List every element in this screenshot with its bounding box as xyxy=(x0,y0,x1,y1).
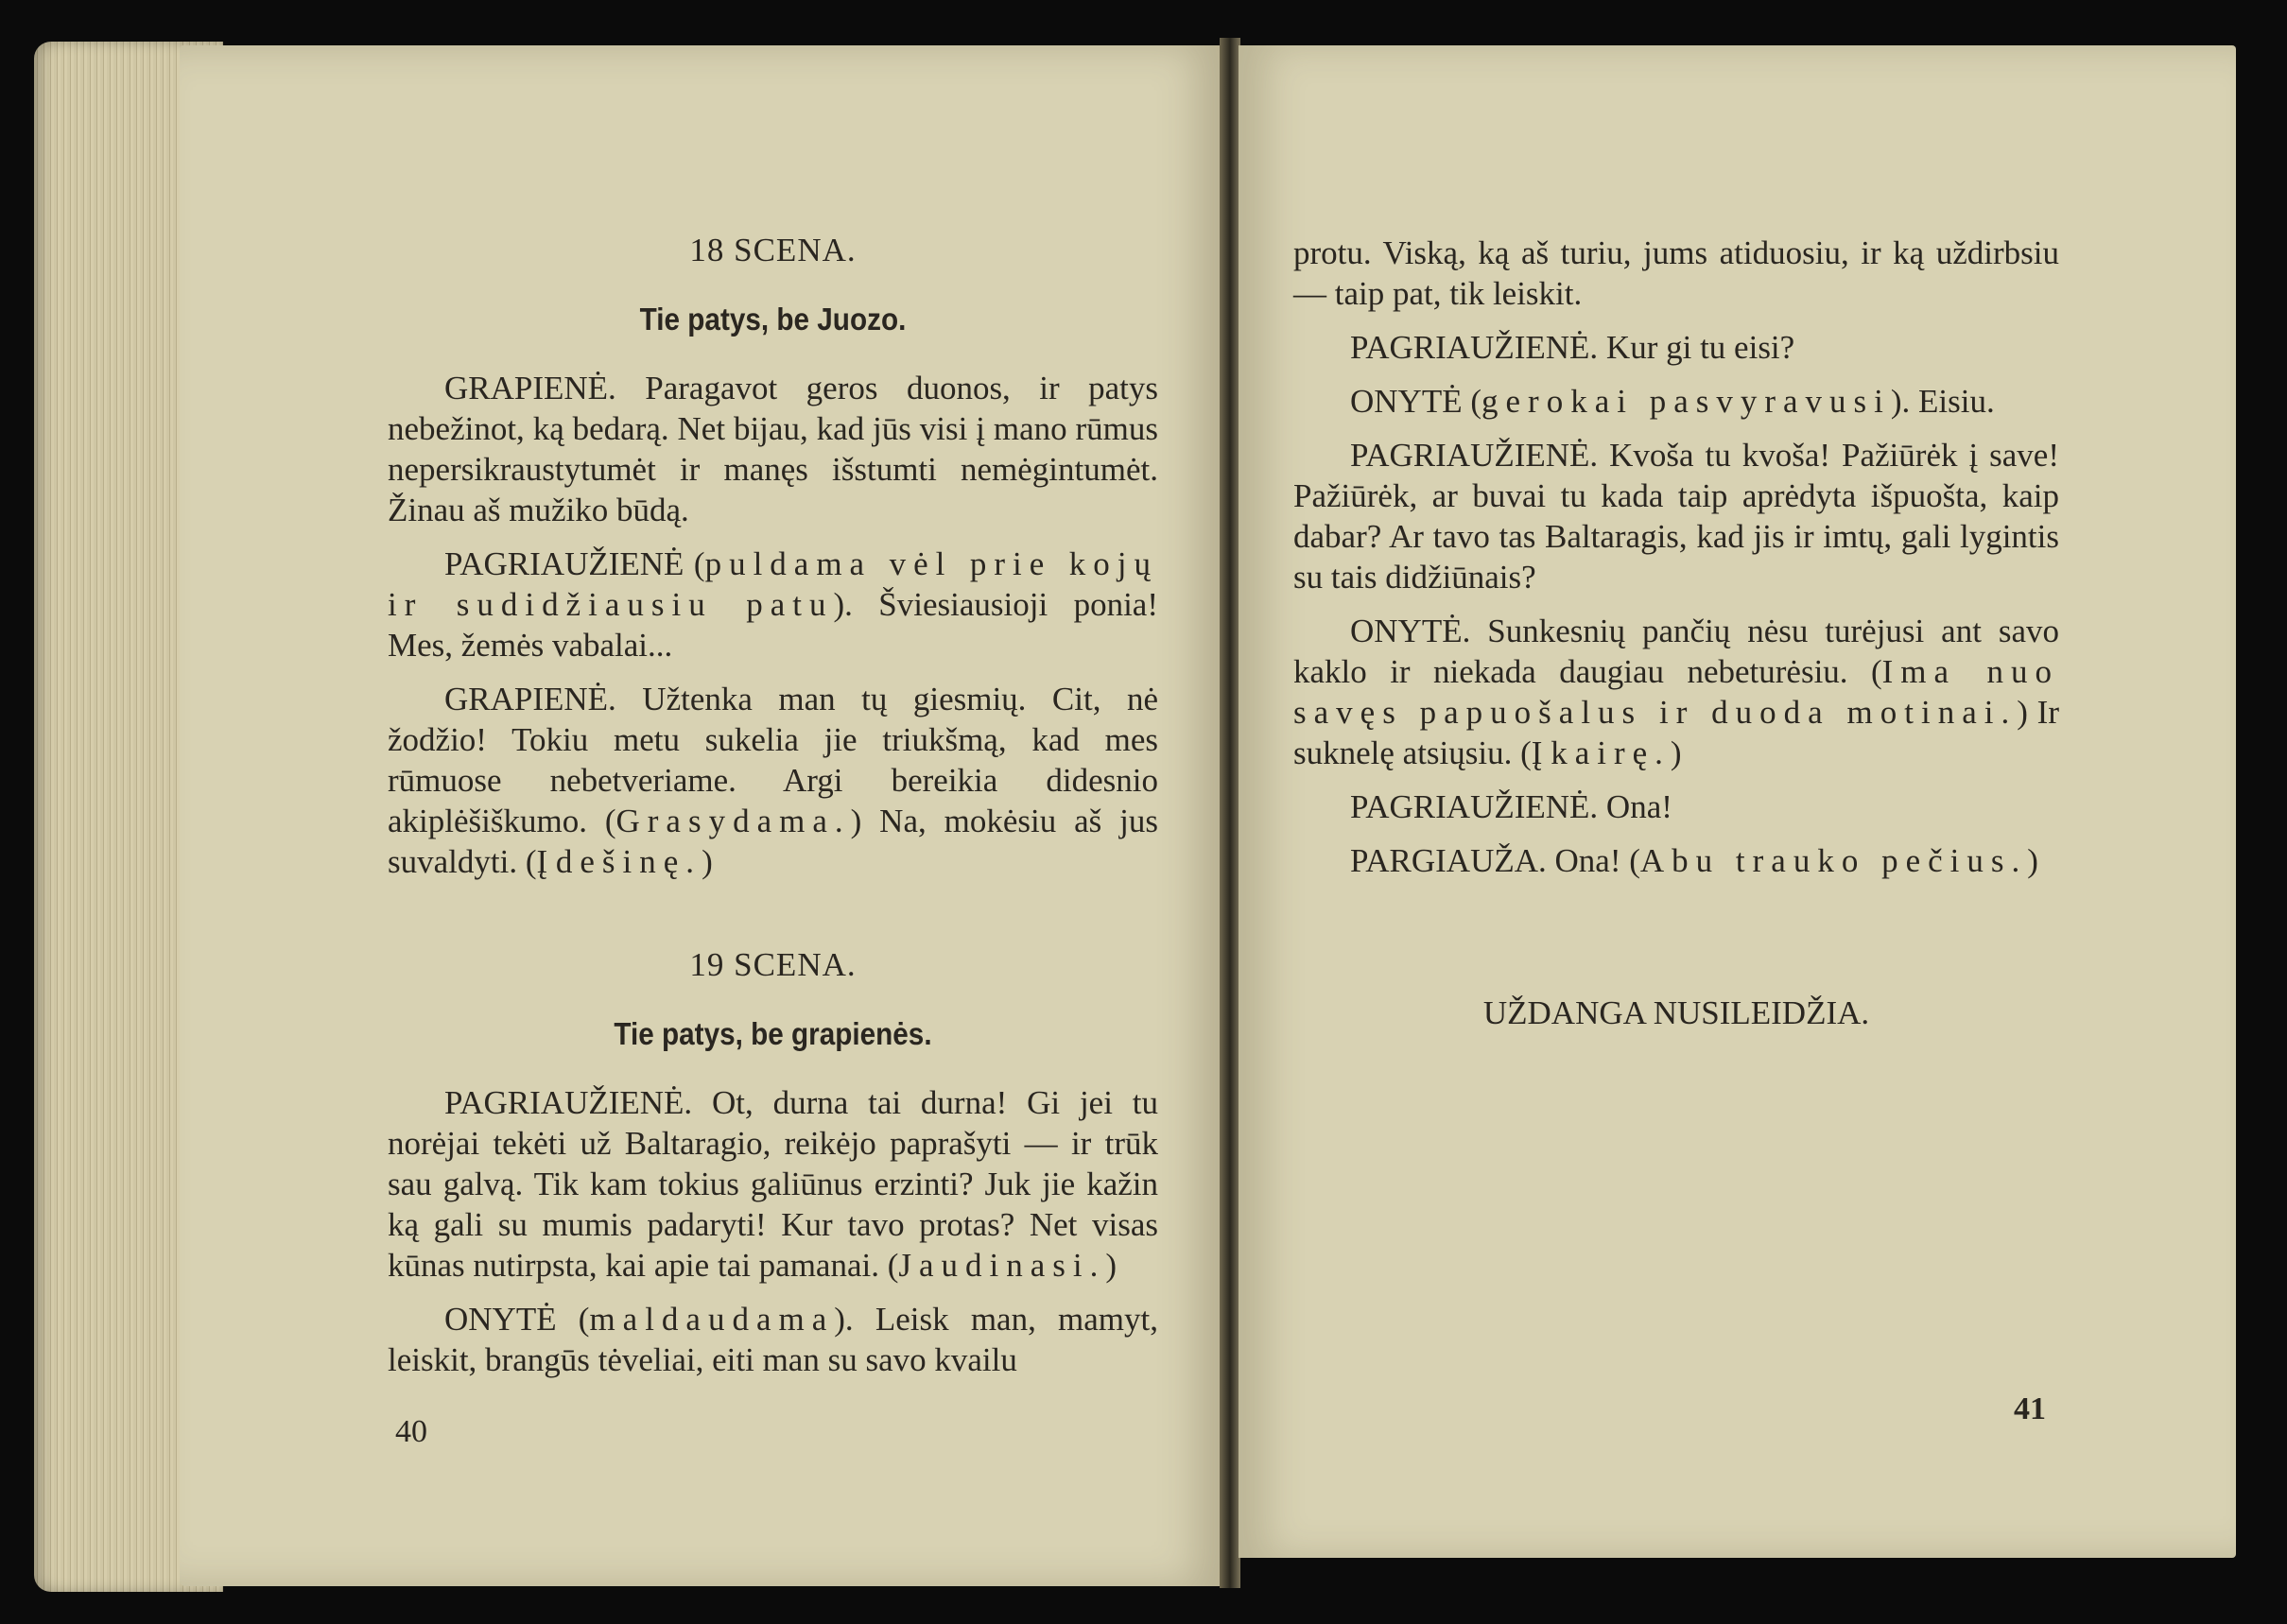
dialogue-text: ONYTĖ ( xyxy=(444,1301,590,1338)
dialogue-text: PAGRIAUŽIENĖ. Ona! xyxy=(1350,788,1672,825)
dialogue-text: ) xyxy=(1670,734,1682,771)
right-page xyxy=(1239,45,2236,1558)
stage-direction: maldaudama xyxy=(589,1301,835,1338)
left-page-text xyxy=(388,230,1158,1393)
dialogue-paragraph xyxy=(388,1082,1158,1286)
scene-paragraphs xyxy=(388,368,1158,882)
dialogue-text: ) Na, mokėsiu aš jus suvaldyti. (Į xyxy=(388,803,1158,880)
scene-subtitle: Tie patys, be grapienės. xyxy=(614,1016,932,1051)
dialogue-paragraph xyxy=(1293,381,2059,422)
stage-direction: Grasydama. xyxy=(615,803,851,839)
left-page xyxy=(180,45,1224,1586)
curtain-line: UŽDANGA NUSILEIDŽIA. xyxy=(1482,994,1870,1031)
dialogue-text: PAGRIAUŽIENĖ. Ot, durna tai durna! Gi jei tu norėjai tekėti už Baltaragio, reikėjo paprašyti — ir trūk sau galvą. Tik kam tokius galiūnus erzinti? Juk jie kažin ką gali su mumis padaryti! Kur tavo protas? Net visas kūnas nutirpsta, kai apie tai pamanai. ( xyxy=(388,1084,1158,1284)
dialogue-paragraph xyxy=(388,544,1158,665)
dialogue-paragraph xyxy=(1293,840,2059,881)
book-spine xyxy=(1220,38,1240,1588)
dialogue-text: GRAPIENĖ. Paragavot geros duonos, ir patys nebežinot, ką bedarą. Net bijau, kad jūs visi į mano rūmus nepersikraustytumėt ir manęs išstumti nemėgintumėt. Žinau aš mužiko būdą. xyxy=(388,370,1158,528)
dialogue-text: PAGRIAUŽIENĖ. Kvoša tu kvoša! Pažiūrėk į save! Pažiūrėk, ar buvai tu kada taip aprėdyta išpuošta, kaip dabar? Ar tavo tas Baltaragis, kad jis ir imtų, gali lygintis su tais didžiūnais? xyxy=(1293,437,2059,596)
scene-paragraphs xyxy=(388,1082,1158,1380)
stage-direction: gerokai pasvyravusi xyxy=(1481,383,1891,420)
stage-direction: Abu trauko pečius. xyxy=(1639,842,2028,879)
dialogue-paragraph xyxy=(1293,327,2059,368)
stage-direction: kairę. xyxy=(1551,734,1671,771)
dialogue-text: ) Ir suknelę atsiųsiu. (Į xyxy=(1293,694,2059,771)
scene-heading: 19 SCENA. xyxy=(689,946,857,983)
scene-subtitle: Tie patys, be Juozo. xyxy=(639,302,907,337)
dialogue-text: ONYTĖ ( xyxy=(1350,383,1481,420)
dialogue-text: PAGRIAUŽIENĖ. Kur gi tu eisi? xyxy=(1350,329,1795,366)
dialogue-paragraph xyxy=(388,679,1158,882)
dialogue-text: PARGIAUŽA. Ona! ( xyxy=(1350,842,1640,879)
scene-paragraphs xyxy=(1293,233,2059,881)
dialogue-paragraph xyxy=(388,1299,1158,1380)
stage-direction: Ima nuo savęs papuošalus ir duoda motinai. xyxy=(1293,653,2059,731)
dialogue-paragraph xyxy=(1293,786,2059,827)
dialogue-text: ONYTĖ. Sunkesnių pančių nėsu turėjusi ant savo kaklo ir niekada daugiau nebeturėsiu. ( xyxy=(1293,613,2059,690)
dialogue-paragraph xyxy=(1293,435,2059,597)
stage-direction: Jaudinasi. xyxy=(898,1247,1106,1284)
stage-direction: dešinę. xyxy=(555,843,702,880)
dialogue-text: ) xyxy=(702,843,713,880)
dialogue-text: ) xyxy=(2027,842,2038,879)
dialogue-text: ). Eisiu. xyxy=(1890,383,1995,420)
scene-heading: 18 SCENA. xyxy=(689,232,857,268)
dialogue-text: protu. Viską, ką aš turiu, jums atiduosiu, ir ką uždirbsiu — taip pat, tik leiskit. xyxy=(1293,234,2059,312)
dialogue-text: GRAPIENĖ. Užtenka man tų giesmių. Cit, nė žodžio! Tokiu metu sukelia jie triukšmą, kad mes rūmuose nebetveriame. Argi bereikia didesnio akiplėšiškumo. ( xyxy=(388,681,1158,839)
stage-direction: puldama vėl prie kojų ir sudidžiausiu patu xyxy=(388,545,1158,623)
dialogue-paragraph xyxy=(388,368,1158,530)
page-number: 40 xyxy=(395,1414,427,1449)
dialogue-text: PAGRIAUŽIENĖ ( xyxy=(444,545,705,582)
dialogue-text: ) xyxy=(1105,1247,1118,1284)
dialogue-text: ). Leisk man, mamyt, leiskit, brangūs tėveliai, eiti man su savo kvailu xyxy=(388,1301,1158,1378)
dialogue-paragraph xyxy=(1293,611,2059,773)
dialogue-text: ). Šviesiausioji ponia! Mes, žemės vabalai... xyxy=(388,586,1158,664)
page-number: 41 xyxy=(2014,1391,2046,1426)
right-page-text xyxy=(1293,233,2059,1033)
dialogue-paragraph xyxy=(1293,233,2059,314)
